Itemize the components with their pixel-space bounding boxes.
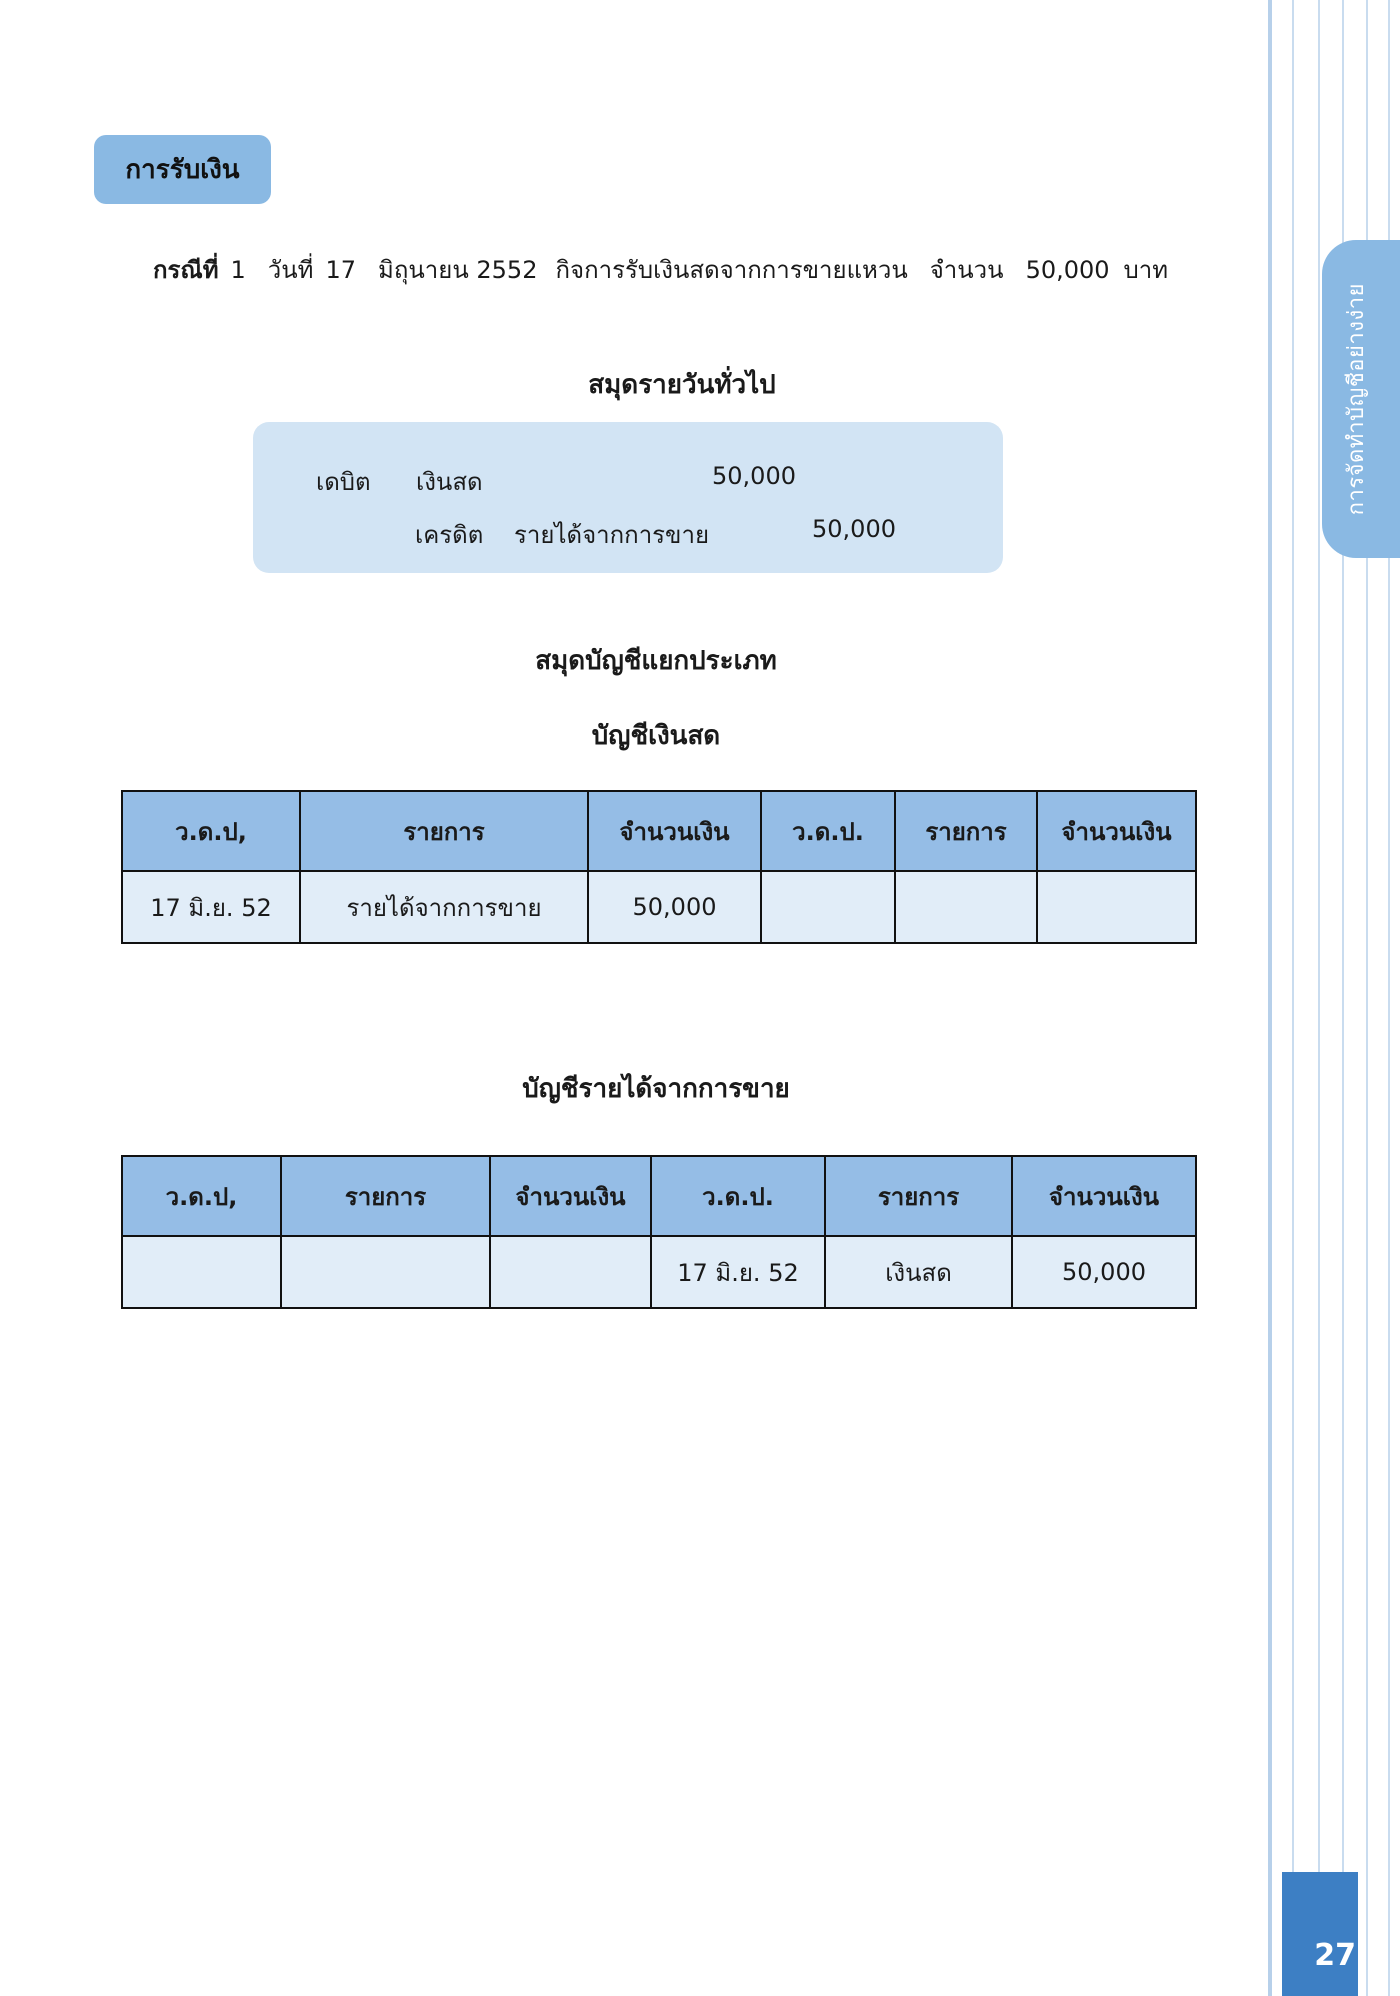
case-month-year: มิถุนายน 2552 [378,256,538,284]
page-number-box [1282,1872,1358,1996]
case-label: กรณีที่ [153,256,219,284]
cell-amount: 50,000 [588,871,761,943]
cell-amount: 50,000 [1012,1236,1196,1308]
cell-item [895,871,1037,943]
header-date: ว.ด.ป, [122,1156,281,1236]
revenue-account-table [121,1155,1197,1309]
cell-amount [1037,871,1196,943]
header-item: รายการ [895,791,1037,871]
case-amount: 50,000 [1025,256,1110,284]
case-date-prefix: วันที่ [267,256,314,284]
cell-date: 17 มิ.ย. 52 [122,871,300,943]
header-amount: จำนวนเงิน [490,1156,651,1236]
cell-date [761,871,895,943]
credit-label: เครดิต [415,521,484,549]
debit-amount: 50,000 [712,462,796,490]
section-tag: การรับเงิน [94,135,271,204]
credit-account: รายได้จากการขาย [514,521,709,549]
header-item: รายการ [825,1156,1012,1236]
cell-date [122,1236,281,1308]
case-description [153,250,1180,289]
margin-line [1268,0,1272,1996]
header-amount: จำนวนเงิน [1012,1156,1196,1236]
credit-amount: 50,000 [812,515,896,543]
case-day: 17 [325,256,357,284]
cell-item: เงินสด [825,1236,1012,1308]
header-item: รายการ [300,791,588,871]
table-row [122,871,1196,943]
margin-line [1292,0,1294,1996]
cell-date: 17 มิ.ย. 52 [651,1236,825,1308]
case-unit: บาท [1123,256,1169,284]
margin-line [1318,0,1320,1996]
cell-item [281,1236,490,1308]
debit-label: เดบิต [316,468,371,496]
page-number: 27 [1314,1938,1356,1973]
table-header-row [122,791,1196,871]
header-amount: จำนวนเงิน [1037,791,1196,871]
header-amount: จำนวนเงิน [588,791,761,871]
chapter-side-tab-label [1326,240,1386,558]
cell-item: รายได้จากการขาย [300,871,588,943]
revenue-account-title: บัญชีรายได้จากการขาย [522,1074,790,1104]
case-text: กิจการรับเงินสดจากการขายแหวน [555,256,908,284]
table-row [122,1236,1196,1308]
header-date: ว.ด.ป, [122,791,300,871]
cash-account-table [121,790,1197,944]
case-number: 1 [230,256,246,284]
ledger-title: สมุดบัญชีแยกประเภท [535,646,777,676]
journal-title: สมุดรายวันทั่วไป [588,370,776,400]
cash-account-title: บัญชีเงินสด [591,721,721,751]
table-header-row [122,1156,1196,1236]
header-item: รายการ [281,1156,490,1236]
debit-account: เงินสด [416,468,483,496]
header-date: ว.ด.ป. [651,1156,825,1236]
case-amount-label: จำนวน [929,256,1004,284]
cell-amount [490,1236,651,1308]
header-date: ว.ด.ป. [761,791,895,871]
chapter-title: การจัดทำบัญชีอย่างง่าย [1343,282,1369,516]
